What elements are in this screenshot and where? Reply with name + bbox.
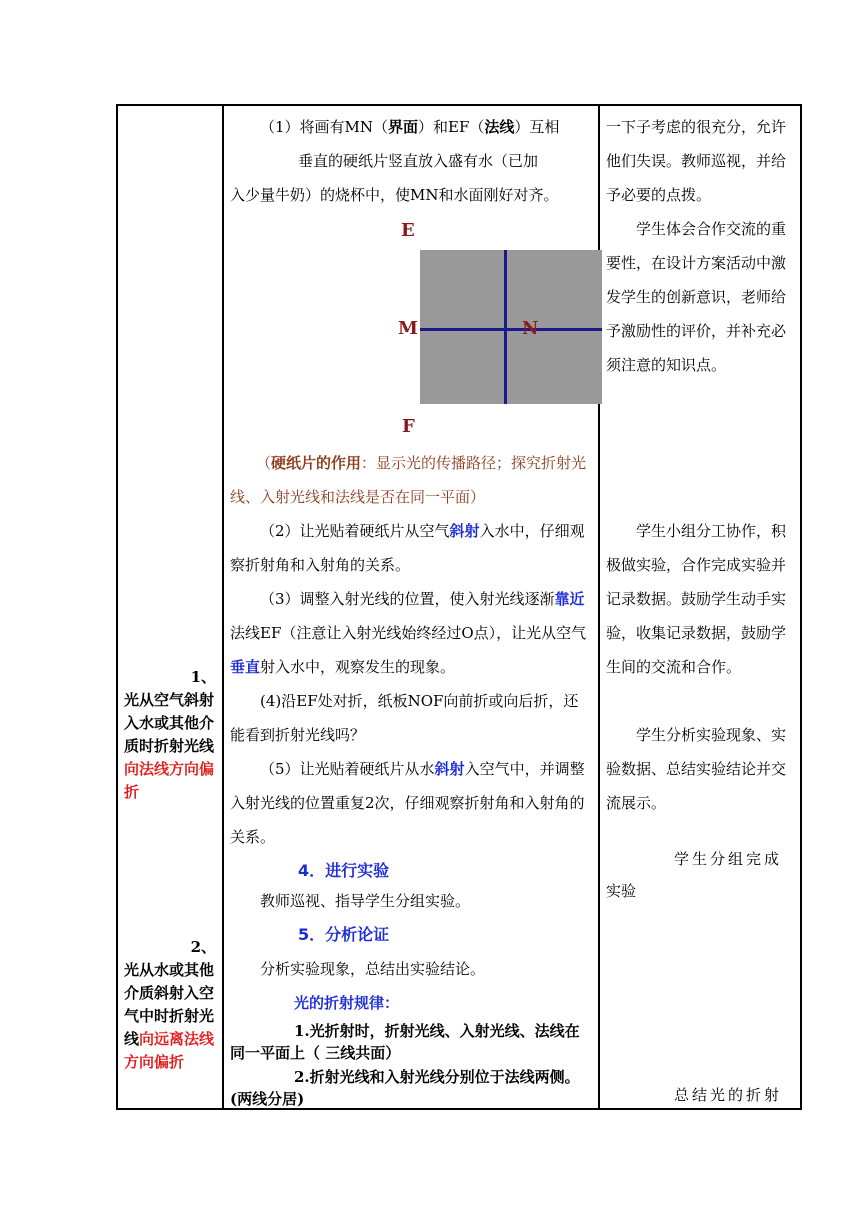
conclusion-column [118,106,222,1108]
activity-note-2: 学生体会合作交流的重要性，在设计方案活动中激发学生的创新意识，老师给予激励性的评价，并补充必须注意的知识点。 [606,220,787,374]
interface-line-mn [420,328,602,331]
diagram-label-f: F [402,416,415,437]
step-1-bold-interface: 界面 [388,118,419,136]
step-1-text: ）互相 [514,118,560,136]
refraction-law-title [230,986,592,1020]
cardboard-purpose [230,446,592,514]
step-3-text: 射入水中，观察发生的现象。 [260,658,456,676]
step-3-text: （3）调整入射光线的位置，使入射光线逐渐 [260,590,555,608]
activity-note-5b: 实验 [606,882,637,900]
step-1-line-3: 入少量牛奶）的烧杯中，使MN和水面刚好对齐。 [230,186,559,204]
conclusion-2-highlight: 向远离法线方向偏折 [124,1030,215,1071]
section-5-heading [230,918,592,952]
refraction-law-title-text: 光的折射规律： [294,994,400,1012]
step-5-keyword: 斜射 [434,760,465,778]
conclusion-2-number: 2、 [190,938,216,956]
diagram-label-m: M [398,318,418,339]
cardboard-diagram [420,250,602,404]
step-5-text: （5）让光贴着硬纸片从水 [260,760,435,778]
section-4-text: 教师巡视、指导学生分组实验。 [260,892,471,910]
step-5 [230,752,592,854]
student-activity-column [600,106,800,1108]
step-2-keyword: 斜射 [449,522,480,540]
step-3-text: 法线EF（注意让入射光线始终经过O点），让光从空气 [230,624,587,642]
step-2-text: （2）让光贴着硬纸片从空气 [260,522,450,540]
section-4-title: 4．进行实验 [298,861,390,880]
lesson-table [116,104,802,1110]
refraction-law-1: 1.光折射时，折射光线、入射光线、法线在同一平面上（ 三线共面） [230,1022,580,1062]
diagram-label-n: N [522,318,539,339]
refraction-law-2: 2.折射光线和入射光线分别位于法线两侧。(两线分居) [230,1068,580,1108]
step-3-keyword: 靠近 [554,590,585,608]
cardboard-purpose-text: ：显示光的传播路径；探究折射光线、入射光线和法线是否在同一平面） [230,454,587,506]
step-5-text: 入空气中，并调整入射光线的位置重复2次，仔细观察折射角和入射角的关系。 [230,760,585,846]
conclusion-1 [124,666,216,804]
step-1 [230,110,592,144]
step-4: (4)沿EF处对折，纸板NOF向前折或向后折，还能看到折射光线吗？ [230,692,579,744]
section-4-heading [230,854,592,888]
diagram-label-e: E [401,220,415,241]
activity-note-1: 一下子考虑的很充分，允许他们失误。教师巡视，并给予必要的点拨。 [606,118,787,204]
cardboard-purpose-text: （ [256,454,272,472]
procedure-column [224,106,598,1108]
normal-line-ef [504,250,507,404]
section-5-text: 分析实验现象，总结出实验结论。 [260,960,486,978]
conclusion-1-number: 1、 [190,668,216,686]
activity-note-4: 学生分析实验现象、实验数据、总结实验结论并交流展示。 [606,726,787,812]
step-1-text: ）和EF（ [418,118,485,136]
step-3 [230,582,592,684]
conclusion-1-highlight: 向法线方向偏折 [124,760,215,801]
activity-note-3: 学生小组分工协作，积极做实验，合作完成实验并记录数据。鼓励学生动手实验，收集记录数据，鼓励学生间的交流和合作。 [606,522,787,676]
conclusion-1-text: 光从空气斜射入水或其他介质时折射光线 [124,691,215,755]
section-5-title: 5．分析论证 [298,925,390,944]
step-1-line-2: 垂直的硬纸片竖直放入盛有水（已加 [298,152,539,170]
step-1-text: （1）将画有MN（ [260,118,389,136]
step-2 [230,514,592,582]
cardboard-purpose-title: 硬纸片的作用 [271,454,362,472]
step-1-bold-normal: 法线 [484,118,515,136]
step-3-keyword: 垂直 [230,658,261,676]
activity-note-5: 学生分组完成 [674,850,783,868]
activity-note-6: 总结光的折射 [674,1086,783,1104]
conclusion-2-text: 光从水或其他介质斜射入空气中时折射光线 [124,961,215,1048]
conclusion-2 [124,936,216,1074]
step-2-text: 入水中，仔细观察折射角和入射角的关系。 [230,522,585,574]
